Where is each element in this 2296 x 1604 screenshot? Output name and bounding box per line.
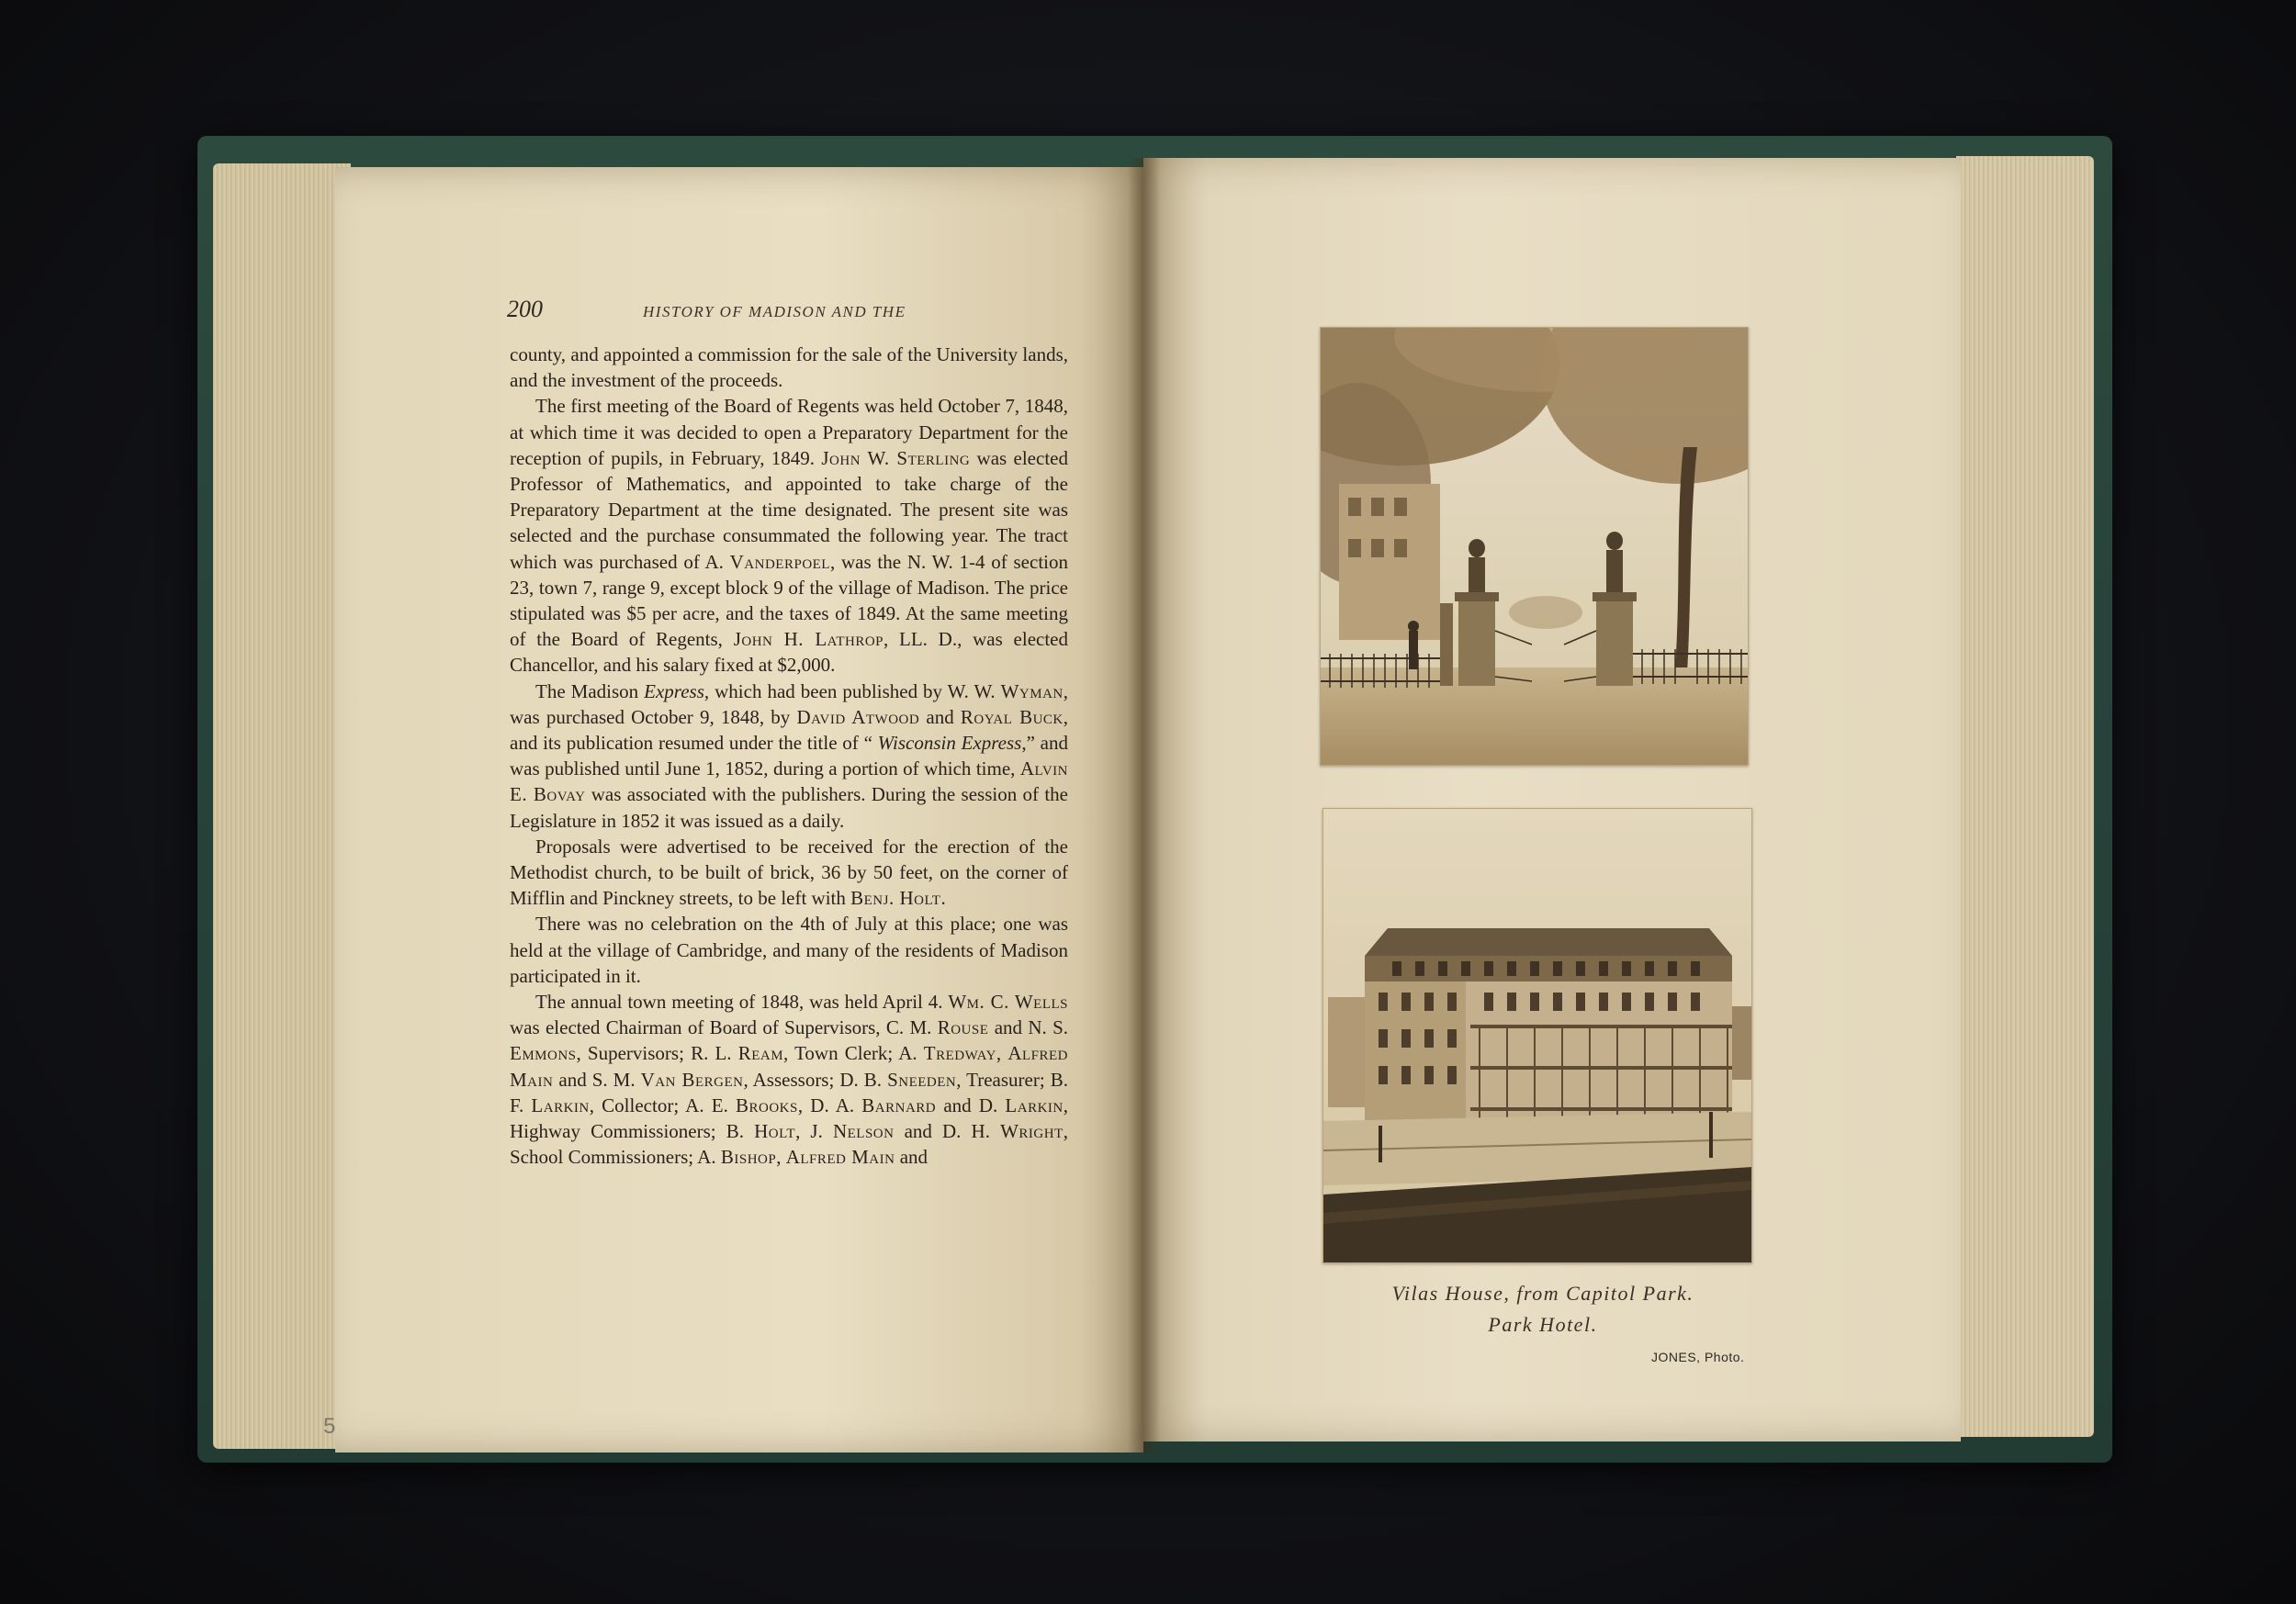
paragraph bbox=[510, 679, 1068, 834]
italic-text: Wisconsin Express bbox=[877, 732, 1022, 755]
name-text: Wright bbox=[1000, 1120, 1064, 1143]
text-run: There was no celebration on the 4th of July at this place; one was held at the village of Cambridge, and many of the residents of Madison participated in it. bbox=[510, 913, 1068, 987]
name-text: Larkin bbox=[1005, 1094, 1064, 1116]
name-text: Nelson bbox=[832, 1120, 895, 1143]
name-text: Wm. C. Wells bbox=[948, 991, 1068, 1014]
text-run: was associated with the publishers. During the session of the Legislature in 1852 it was issued as a daily. bbox=[510, 783, 1068, 832]
page-stack-right bbox=[1956, 156, 2094, 1437]
italic-text: Express bbox=[644, 679, 704, 702]
name-text: Rouse bbox=[937, 1016, 989, 1039]
text-run: , bbox=[996, 1042, 1008, 1065]
text-run: , was the N. W. 1-4 of section 23, town 7, range 9, except block 9 of the village of Madison. The price stipulated was $5 per acre, and the taxes of 1849. At the same meeting of the Board of Regents, bbox=[510, 550, 1068, 651]
text-run: and N. S. bbox=[988, 1016, 1068, 1039]
body-text bbox=[510, 342, 1068, 1287]
text-run: , Treasurer; B. F. bbox=[510, 1068, 1068, 1116]
text-run: ,” and was published until June 1, 1852, during a portion of which time, bbox=[510, 732, 1068, 780]
paragraph bbox=[510, 393, 1068, 678]
text-run: , LL. D., was elected Chancellor, and his salary fixed at $2,000. bbox=[510, 628, 1068, 677]
text-run: , Highway Commissioners; B. bbox=[510, 1094, 1068, 1143]
name-text: Benj. Holt bbox=[850, 887, 941, 910]
text-run: and bbox=[895, 1146, 929, 1169]
text-run: county, and appointed a commission for the sale of the University lands, and the investment of the proceeds. bbox=[510, 343, 1068, 392]
paragraph bbox=[510, 911, 1068, 989]
text-run: and S. M. bbox=[553, 1068, 641, 1091]
text-run: , which had been published by W. W. bbox=[703, 679, 1001, 702]
text-run: , Supervisors; R. L. bbox=[576, 1042, 738, 1065]
name-text: Larkin bbox=[531, 1094, 590, 1116]
name-text: Vanderpoel bbox=[729, 550, 830, 573]
photo-park-hotel bbox=[1322, 808, 1752, 1263]
photo-credit: JONES, Photo. bbox=[1651, 1350, 1745, 1364]
book-gutter bbox=[1128, 158, 1161, 1453]
name-text: Barnard bbox=[861, 1094, 937, 1116]
name-text: Wyman bbox=[1000, 679, 1064, 702]
text-run: , D. A. bbox=[797, 1094, 862, 1116]
text-run: The annual town meeting of 1848, was held April 4. bbox=[535, 991, 949, 1014]
name-text: Sneeden bbox=[887, 1068, 957, 1091]
name-text: John H. Lathrop bbox=[733, 628, 884, 651]
paragraph bbox=[510, 834, 1068, 912]
name-text: Bishop bbox=[720, 1146, 777, 1169]
name-text: Tredway bbox=[923, 1042, 996, 1065]
caption-vilas-house: Vilas House, from Capitol Park. bbox=[1391, 1282, 1694, 1305]
name-text: Alfred Main bbox=[510, 1042, 1068, 1091]
page-stack-left bbox=[213, 163, 351, 1449]
running-title: HISTORY OF MADISON AND THE bbox=[643, 303, 906, 320]
name-text: Ream bbox=[737, 1042, 784, 1065]
text-run: The first meeting of the Board of Regents was held October 7, 1848, at which time it was decided to open a Preparatory Department for the reception of pupils, in February, 1849. bbox=[510, 395, 1068, 469]
paragraph bbox=[510, 342, 1068, 393]
page-number: 200 bbox=[507, 296, 543, 322]
name-text: John W. Sterling bbox=[821, 446, 971, 469]
text-run: , School Commissioners; A. bbox=[510, 1120, 1068, 1169]
text-run: was elected Chairman of Board of Supervisors, C. M. bbox=[510, 1016, 938, 1039]
paragraph bbox=[510, 989, 1068, 1170]
text-run: , J. bbox=[795, 1120, 833, 1143]
photo-capitol-park-gate bbox=[1320, 327, 1749, 766]
text-run: , bbox=[776, 1146, 786, 1169]
name-text: David Atwood bbox=[796, 705, 920, 728]
name-text: Brooks bbox=[736, 1094, 798, 1116]
text-run: . bbox=[940, 887, 946, 910]
name-text: Van Bergen bbox=[640, 1068, 744, 1091]
name-text: Alvin E. Bovay bbox=[510, 757, 1068, 806]
text-run: , Collector; A. E. bbox=[589, 1094, 736, 1116]
text-run: , and its publication resumed under the title of “ bbox=[510, 705, 1068, 755]
library-stamp: 5 bbox=[323, 1414, 336, 1439]
text-run: and D. H. bbox=[894, 1120, 1001, 1143]
text-run: and D. bbox=[936, 1094, 1006, 1116]
text-run: The Madison bbox=[535, 679, 645, 702]
text-run: , was purchased October 9, 1848, by bbox=[510, 679, 1068, 728]
gate-photo-image bbox=[1321, 328, 1748, 765]
name-text: Royal Buck bbox=[960, 705, 1064, 728]
hotel-photo-image bbox=[1323, 809, 1751, 1262]
name-text: Emmons bbox=[510, 1042, 577, 1065]
text-run: was elected Professor of Mathematics, and appointed to take charge of the Preparatory Department at the time designated. The present site was selected and the purchase consummated the following year. The tract which was purchased of A. bbox=[510, 446, 1068, 573]
name-text: Alfred Main bbox=[785, 1146, 895, 1169]
text-run: , Town Clerk; A. bbox=[783, 1042, 924, 1065]
name-text: Holt bbox=[754, 1120, 796, 1143]
text-run: and bbox=[919, 705, 961, 728]
text-run: , Assessors; D. B. bbox=[743, 1068, 888, 1091]
caption-park-hotel: Park Hotel. bbox=[1488, 1313, 1598, 1336]
text-run: Proposals were advertised to be received for the erection of the Methodist church, to be built of brick, 36 by 50 feet, on the corner of Mifflin and Pinckney streets, to be left with bbox=[510, 835, 1068, 910]
